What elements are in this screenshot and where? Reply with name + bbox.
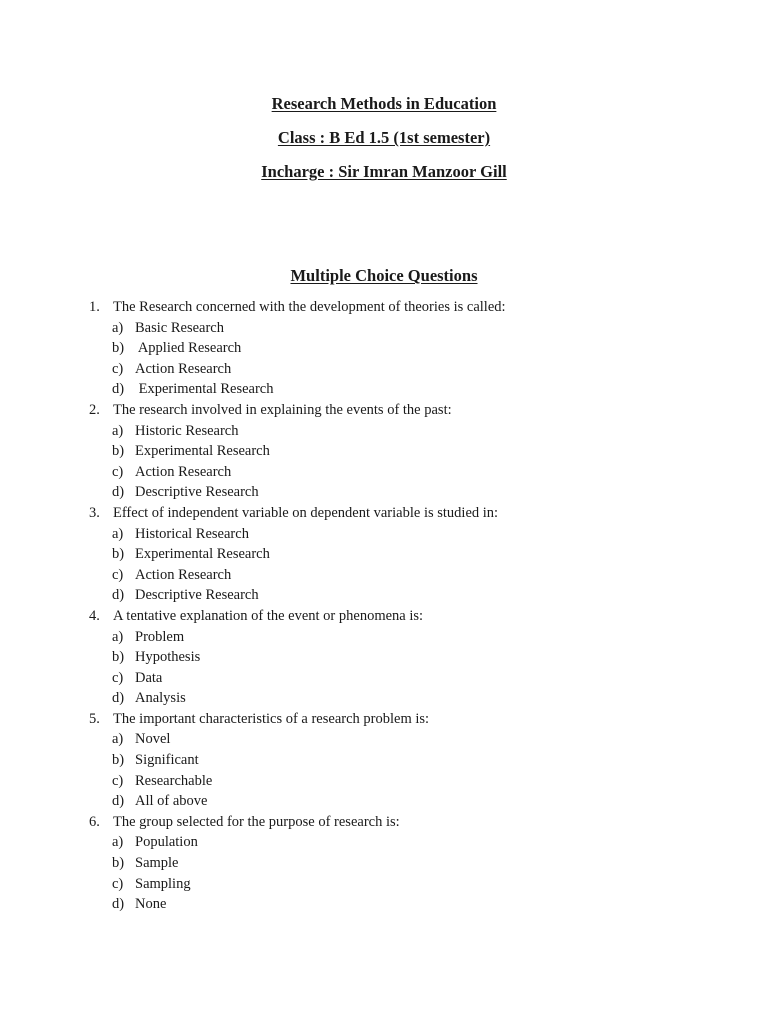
question-2 xyxy=(0,400,768,421)
option-letter: b) xyxy=(112,546,125,563)
option-text: Population xyxy=(135,834,198,851)
option-letter: c) xyxy=(112,772,124,789)
option-text: Sample xyxy=(135,855,179,872)
option-letter: d) xyxy=(112,587,125,604)
option-letter: d) xyxy=(112,690,125,707)
option-text: Problem xyxy=(135,628,185,645)
question-text: The Research concerned with the development of theories is called: xyxy=(113,299,506,315)
option-letter: d) xyxy=(112,896,125,913)
option-letter: a) xyxy=(112,422,124,439)
question-text: The group selected for the purpose of research is: xyxy=(113,813,400,830)
option-text: Significant xyxy=(135,752,199,769)
option-text: Descriptive Research xyxy=(135,587,259,604)
option-text: Data xyxy=(135,669,163,686)
answer-option xyxy=(0,565,768,586)
option-text: Experimental Research xyxy=(135,546,270,563)
option-text: All of above xyxy=(135,793,208,810)
option-letter: b) xyxy=(112,752,125,769)
answer-option xyxy=(0,379,768,400)
option-letter: b) xyxy=(112,855,125,872)
section-title: Multiple Choice Questions xyxy=(290,266,478,285)
question-number: 5. xyxy=(89,710,100,727)
option-text: Novel xyxy=(135,731,171,748)
answer-option xyxy=(0,791,768,812)
answer-option xyxy=(0,668,768,689)
option-text: Hypothesis xyxy=(135,649,201,666)
answer-option xyxy=(0,627,768,648)
class-line: Class : B Ed 1.5 (1st semester) xyxy=(277,128,491,147)
question-text: The research involved in explaining the events of the past: xyxy=(113,401,452,418)
question-text: A tentative explanation of the event or phenomena is: xyxy=(113,607,424,624)
option-text: None xyxy=(135,896,167,913)
answer-option xyxy=(0,771,768,792)
question-number: 6. xyxy=(89,813,100,830)
option-text: Historical Research xyxy=(135,525,249,542)
option-text: Basic Research xyxy=(135,319,224,336)
answer-option xyxy=(0,544,768,565)
answer-option xyxy=(0,462,768,483)
option-letter: b) xyxy=(112,443,125,460)
option-letter: a) xyxy=(112,319,124,336)
incharge-line: Incharge : Sir Imran Manzoor Gill xyxy=(261,162,507,181)
option-letter: c) xyxy=(112,360,124,377)
option-letter: a) xyxy=(112,628,124,645)
answer-option xyxy=(0,441,768,462)
question-1 xyxy=(0,297,768,318)
answer-option xyxy=(0,524,768,545)
option-letter: b) xyxy=(112,340,125,357)
answer-option xyxy=(0,729,768,750)
answer-option xyxy=(0,318,768,339)
option-letter: c) xyxy=(112,566,124,583)
answer-option xyxy=(0,338,768,359)
document-title: Research Methods in Education xyxy=(271,94,497,113)
answer-option xyxy=(0,688,768,709)
answer-option xyxy=(0,853,768,874)
option-letter: c) xyxy=(112,875,124,892)
question-number: 2. xyxy=(89,401,100,418)
option-letter: a) xyxy=(112,834,124,851)
option-letter: d) xyxy=(112,381,125,398)
question-number: 1. xyxy=(89,299,100,315)
option-text: Applied Research xyxy=(135,340,242,357)
option-text: Historic Research xyxy=(135,422,239,439)
option-text: Action Research xyxy=(135,360,232,377)
option-text: Sampling xyxy=(135,875,191,892)
question-5 xyxy=(0,709,768,730)
option-letter: b) xyxy=(112,649,125,666)
question-number: 3. xyxy=(89,504,100,521)
option-text: Analysis xyxy=(135,690,186,707)
question-6 xyxy=(0,812,768,833)
answer-option xyxy=(0,421,768,442)
option-letter: d) xyxy=(112,793,125,810)
option-text: Action Research xyxy=(135,566,232,583)
option-letter: d) xyxy=(112,484,125,501)
answer-option xyxy=(0,647,768,668)
question-4 xyxy=(0,606,768,627)
option-text: Researchable xyxy=(135,772,213,789)
answer-option xyxy=(0,585,768,606)
answer-option xyxy=(0,894,768,915)
answer-option xyxy=(0,832,768,853)
option-letter: c) xyxy=(112,463,124,480)
option-letter: a) xyxy=(112,525,124,542)
option-text: Action Research xyxy=(135,463,232,480)
question-number: 4. xyxy=(89,607,100,624)
question-list xyxy=(0,297,768,915)
option-letter: c) xyxy=(112,669,124,686)
option-text: Experimental Research xyxy=(135,443,270,460)
answer-option xyxy=(0,874,768,895)
option-text: Experimental Research xyxy=(135,381,274,398)
option-text: Descriptive Research xyxy=(135,484,259,501)
answer-option xyxy=(0,750,768,771)
question-3 xyxy=(0,503,768,524)
answer-option xyxy=(0,482,768,503)
question-text: The important characteristics of a research problem is: xyxy=(113,710,430,727)
option-letter: a) xyxy=(112,731,124,748)
question-text: Effect of independent variable on dependent variable is studied in: xyxy=(113,504,499,521)
answer-option xyxy=(0,359,768,380)
